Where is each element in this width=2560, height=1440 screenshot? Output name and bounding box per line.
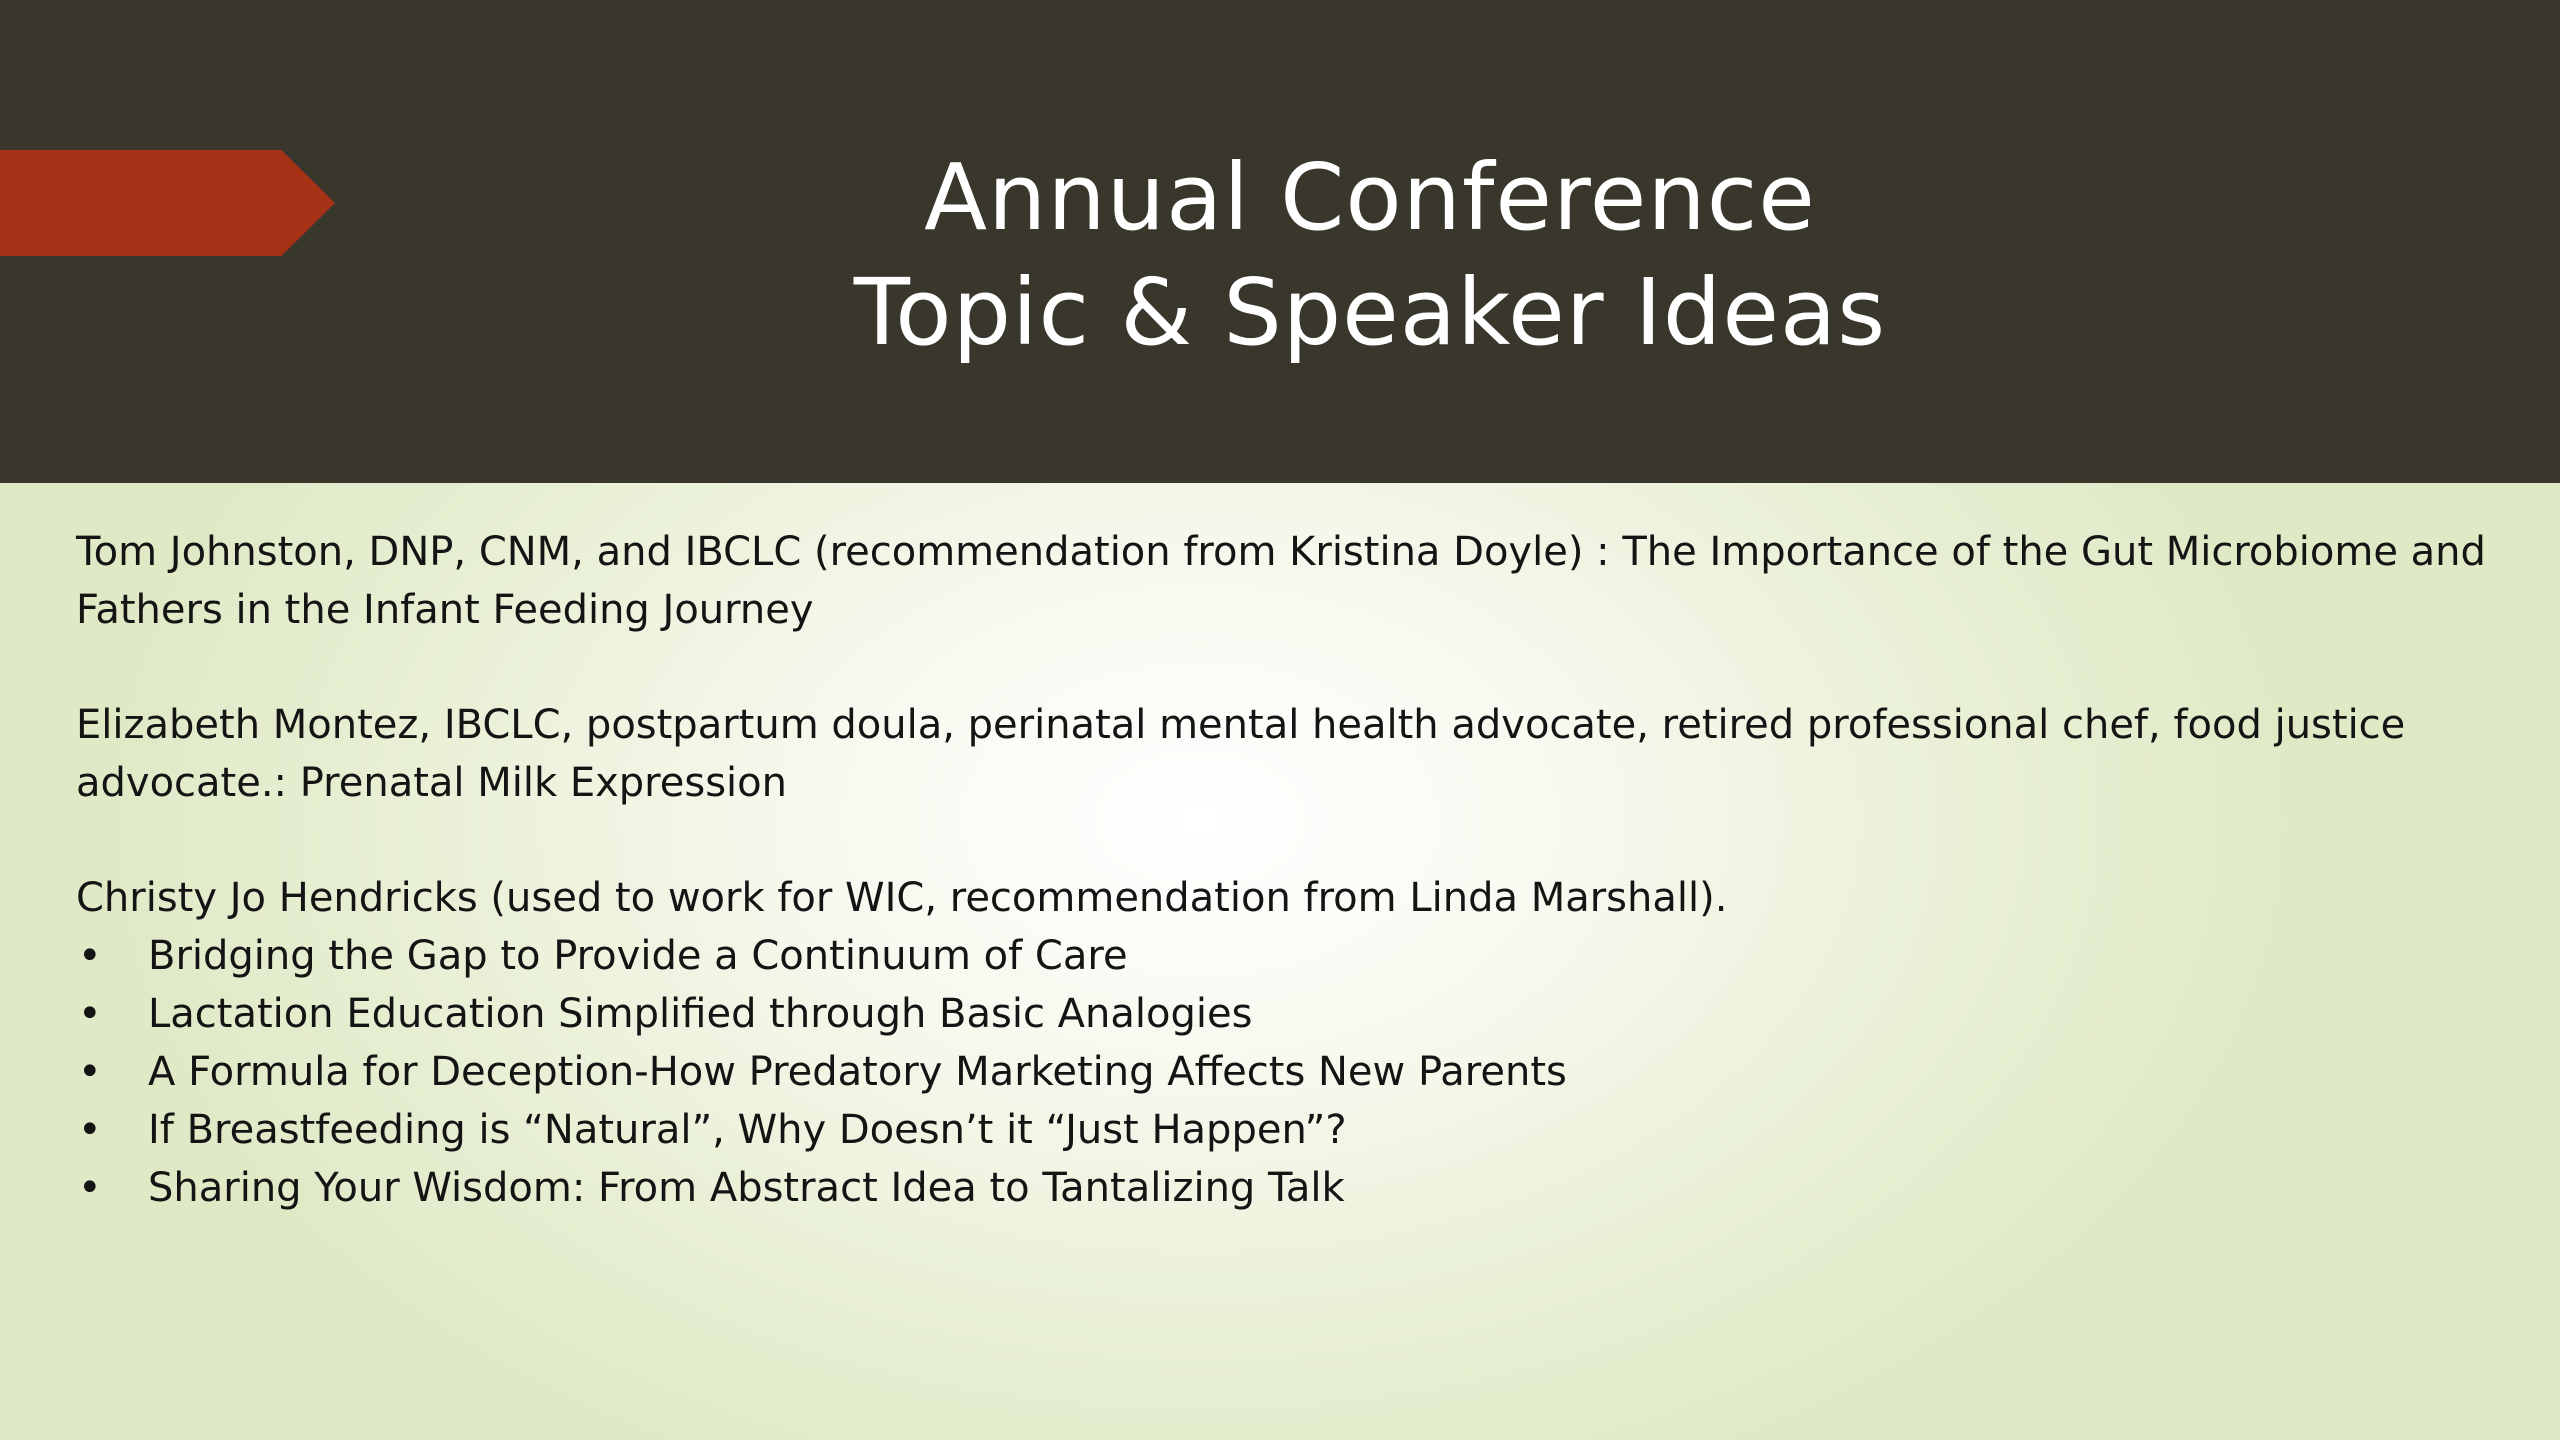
speaker-entry-elizabeth-montez: Elizabeth Montez, IBCLC, postpartum doula, perinatal mental health advocate, retired professional chef, food justice advocate.: Prenatal Milk Expression	[76, 702, 2406, 806]
list-item	[76, 985, 2496, 1043]
bullet-icon: •	[78, 1165, 102, 1211]
bullet-icon: •	[78, 991, 102, 1037]
speaker-entry-tom-johnston: Tom Johnston, DNP, CNM, and IBCLC (recommendation from Kristina Doyle) : The Importance of the Gut Microbiome and Fathers in the Infant Feeding Journey	[76, 529, 2486, 633]
topic-text: If Breastfeeding is “Natural”, Why Doesn’t it “Just Happen”?	[148, 1107, 1347, 1153]
slide-title-line-1: Annual Conference	[924, 144, 1816, 251]
topic-list	[76, 927, 2496, 1217]
bullet-icon: •	[78, 1107, 102, 1153]
list-item	[76, 1043, 2496, 1101]
title-banner	[0, 0, 2560, 483]
topic-text: A Formula for Deception-How Predatory Marketing Affects New Parents	[148, 1049, 1567, 1095]
list-item	[76, 927, 2496, 985]
slide-title-line-2: Topic & Speaker Ideas	[853, 259, 1887, 366]
accent-arrow-shape	[0, 150, 335, 256]
speaker-entry-christy-jo-hendricks: Christy Jo Hendricks (used to work for WIC, recommendation from Linda Marshall).	[76, 875, 1728, 921]
list-item	[76, 1101, 2496, 1159]
bullet-icon: •	[78, 1049, 102, 1095]
bullet-icon: •	[78, 933, 102, 979]
topic-text: Sharing Your Wisdom: From Abstract Idea to Tantalizing Talk	[148, 1165, 1345, 1211]
topic-text: Bridging the Gap to Provide a Continuum of Care	[148, 933, 1128, 979]
slide-title	[700, 140, 2040, 370]
topic-text: Lactation Education Simplified through Basic Analogies	[148, 991, 1253, 1037]
list-item	[76, 1159, 2496, 1217]
slide-body	[76, 523, 2496, 1217]
